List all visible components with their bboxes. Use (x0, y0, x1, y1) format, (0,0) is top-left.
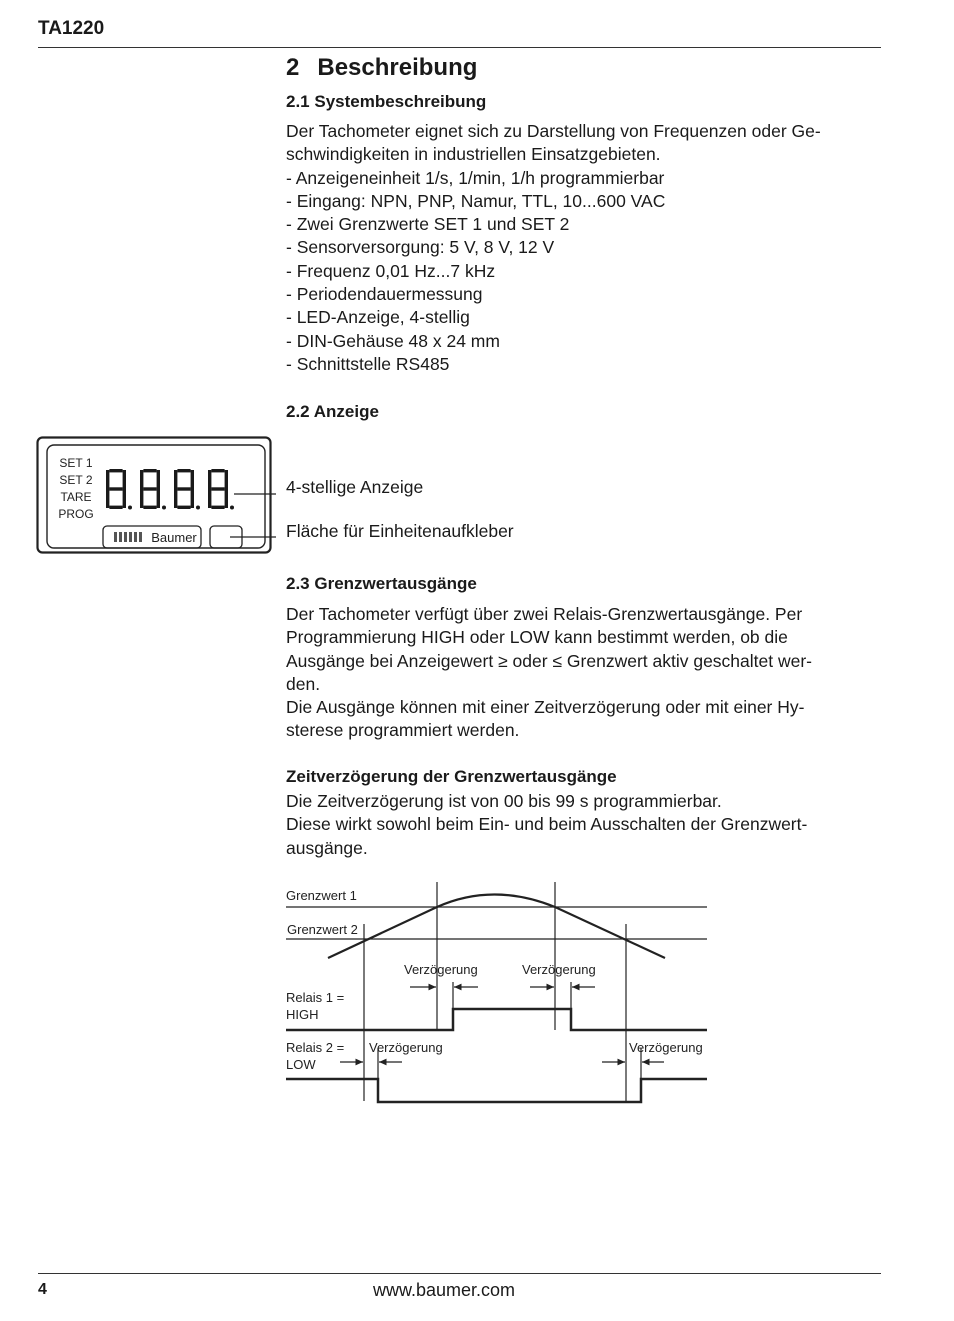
list-item: - Periodendauermessung (286, 284, 483, 305)
list-item: - DIN-Gehäuse 48 x 24 mm (286, 330, 500, 351)
indicator-set2: SET 2 (59, 473, 93, 487)
delay-label: Verzögerung (522, 962, 596, 977)
relay1-label: Relais 1 = (286, 990, 345, 1005)
text-line: Diese wirkt sowohl beim Ein- und beim Ausschalten der Grenzwert- (286, 814, 808, 835)
display-digit (106, 469, 132, 510)
list-item: - Sensorversorgung: 5 V, 8 V, 12 V (286, 237, 555, 258)
brand-name: Baumer (151, 530, 197, 545)
indicator-tare: TARE (60, 490, 92, 504)
text-line: Der Tachometer verfügt über zwei Relais-Grenzwertausgänge. Per (286, 604, 803, 624)
list-item: - LED-Anzeige, 4-stellig (286, 307, 470, 328)
display-digit (140, 469, 166, 510)
zeitverzoegerung-text (286, 790, 876, 860)
indicator-set1: SET 1 (59, 456, 93, 470)
text-line: Programmierung HIGH oder LOW kann bestimmt werden, ob die (286, 627, 788, 648)
text-line: schwindigkeiten in industriellen Einsatzgebieten. (286, 144, 661, 165)
section-number: 2 (286, 54, 300, 81)
text-line: sterese programmiert werden. (286, 720, 520, 741)
delay-label: Verzögerung (404, 962, 478, 977)
heading-zeitverzoegerung: Zeitverzögerung der Grenzwertausgänge (286, 767, 617, 786)
display-digit (174, 469, 200, 510)
relay2-signal (286, 1079, 707, 1102)
heading-anzeige: 2.2 Anzeige (286, 402, 379, 421)
list-item: - Eingang: NPN, PNP, Namur, TTL, 10...600 VAC (286, 190, 666, 211)
relay1-mode: HIGH (286, 1007, 319, 1022)
display-label: 4-stellige Anzeige (286, 477, 424, 497)
relay2-label: Relais 2 = (286, 1040, 345, 1055)
delay-label: Verzögerung (369, 1040, 443, 1055)
timing-diagram (280, 876, 720, 1111)
systembeschreibung-text (286, 120, 876, 376)
grenzwertausgaenge-text (286, 603, 876, 743)
page-number: 4 (38, 1281, 47, 1298)
section-title: Beschreibung (317, 54, 478, 81)
limit2-label: Grenzwert 2 (287, 922, 358, 937)
sticker-label: Fläche für Einheitenaufkleber (286, 521, 514, 541)
text-line: ausgänge. (286, 837, 368, 858)
text-line: Der Tachometer eignet sich zu Darstellung von Frequenzen oder Ge- (286, 121, 821, 141)
text-line: Die Ausgänge können mit einer Zeitverzögerung oder mit einer Hy- (286, 697, 805, 718)
signal-curve (328, 895, 665, 959)
device-front-illustration (36, 436, 286, 558)
website-link[interactable]: www.baumer.com (373, 1280, 516, 1300)
footer-rule (38, 1273, 881, 1274)
list-item: - Zwei Grenzwerte SET 1 und SET 2 (286, 214, 570, 235)
seven-segment-display (106, 469, 234, 510)
relay1-signal (286, 1009, 707, 1030)
text-line: den. (286, 673, 321, 694)
indicator-prog: PROG (58, 507, 94, 521)
limit1-label: Grenzwert 1 (286, 888, 357, 903)
display-digit (208, 469, 234, 510)
heading-grenzwertausgaenge: 2.3 Grenzwertausgänge (286, 574, 477, 593)
list-item: - Frequenz 0,01 Hz...7 kHz (286, 260, 496, 281)
text-line: Die Zeitverzögerung ist von 00 bis 99 s programmierbar. (286, 791, 722, 811)
list-item: - Anzeigeneinheit 1/s, 1/min, 1/h programmierbar (286, 167, 665, 188)
text-line: Ausgänge bei Anzeigewert ≥ oder ≤ Grenzwert aktiv geschaltet wer- (286, 650, 812, 671)
relay2-mode: LOW (286, 1057, 316, 1072)
heading-systembeschreibung: 2.1 Systembeschreibung (286, 92, 487, 111)
list-item: - Schnittstelle RS485 (286, 353, 450, 374)
baumer-logo-icon (114, 532, 142, 542)
document-model: TA1220 (38, 18, 105, 39)
delay-label: Verzögerung (629, 1040, 703, 1055)
header-rule (38, 47, 881, 48)
section-heading (286, 54, 477, 82)
